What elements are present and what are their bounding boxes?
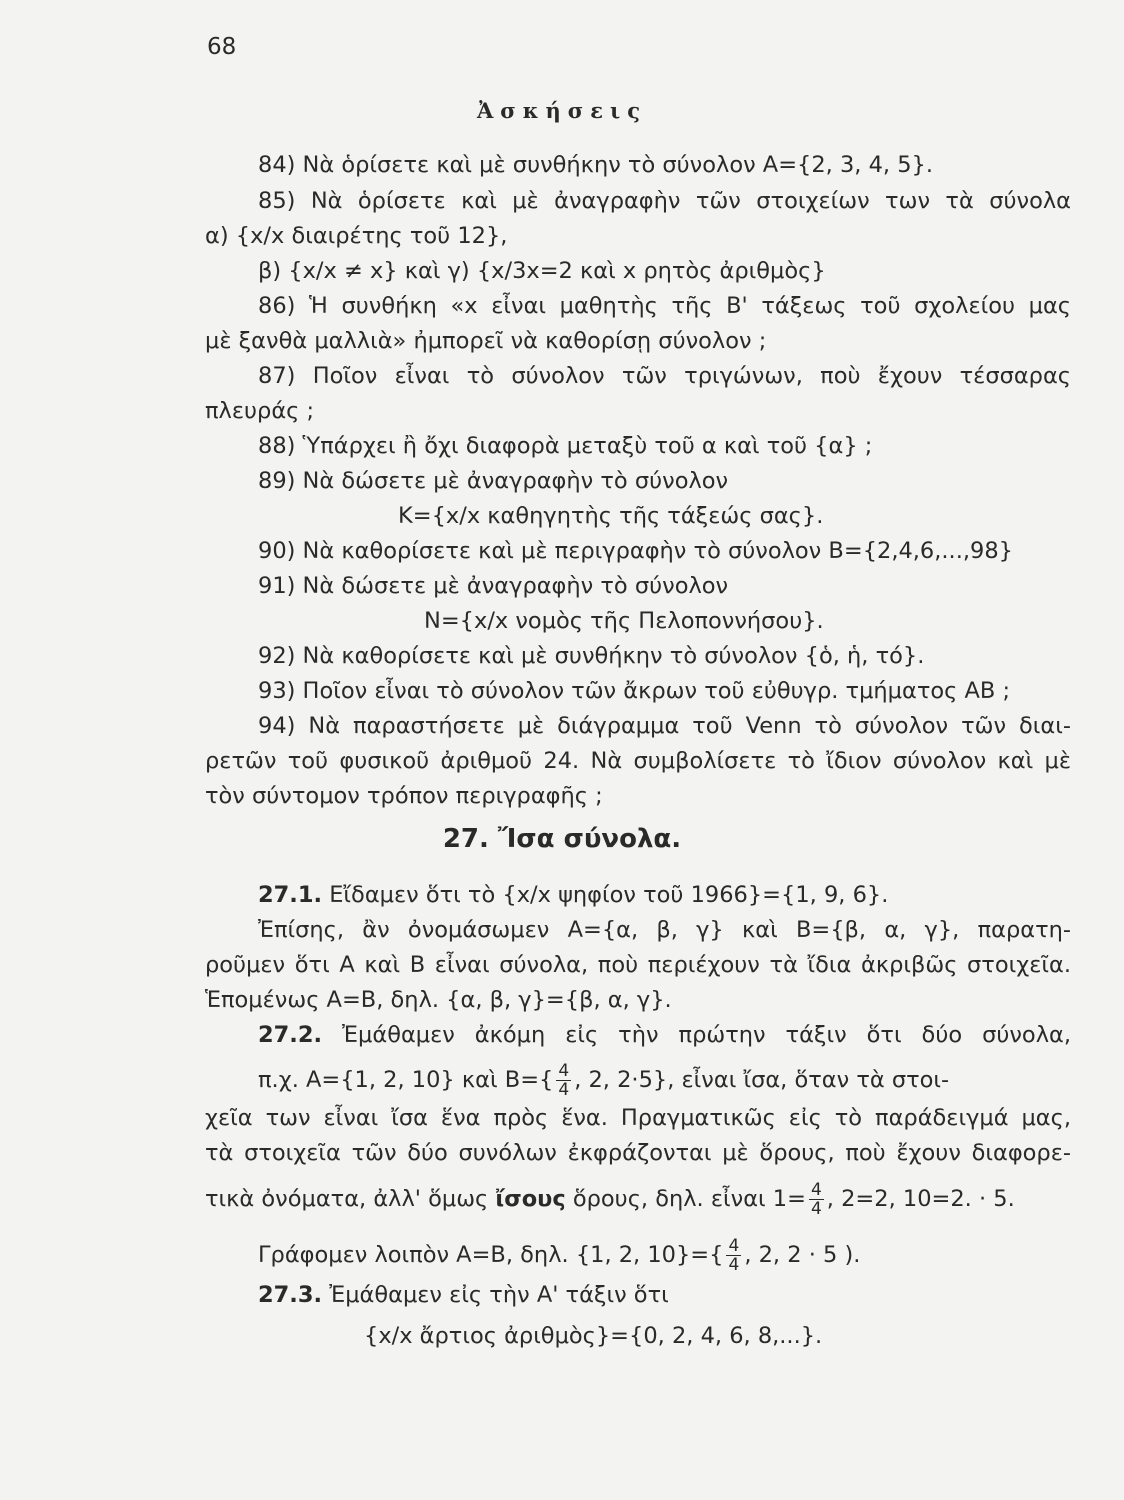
fraction-denominator: 4 (558, 1080, 570, 1100)
paragraph-27-3 (258, 1280, 669, 1310)
exercise-90: 90) Νὰ καθορίσετε καὶ μὲ περιγραφὴν τὸ σύνολον Β={2,4,6,...,98} (258, 538, 1013, 564)
exercise-91-set: Ν={x/x νομὸς τῆς Πελοποννήσου}. (424, 608, 824, 634)
exercise-86-cont: μὲ ξανθὰ μαλλιὰ» ἠμπορεῖ νὰ καθορίσῃ σύνολον ; (205, 328, 767, 354)
exercise-86: 86) Ἡ συνθήκη «x εἶναι μαθητὴς τῆς Β' τάξεως τοῦ σχολείου μας (258, 293, 1071, 319)
paragraph-27-2 (258, 1020, 1071, 1050)
paragraph-27-2-line3: χεῖα των εἶναι ἴσα ἕνα πρὸς ἕνα. Πραγματικῶς εἰς τὸ παράδειγμά μας, (205, 1105, 1071, 1131)
paragraph-27-2-line2 (258, 1062, 949, 1099)
text: τικὰ ὀνόματα, ἀλλ' ὅμως (205, 1186, 489, 1212)
fraction-numerator: 4 (558, 1061, 570, 1081)
paragraph-text: Ἐμάθαμεν εἰς τὴν Α' τάξιν ὅτι (329, 1282, 669, 1308)
exercise-85: 85) Νὰ ὁρίσετε καὶ μὲ ἀναγραφὴν τῶν στοιχείων των τὰ σύνολα (258, 188, 1071, 214)
exercise-89-set: Κ={x/x καθηγητὴς τῆς τάξεώς σας}. (398, 503, 824, 529)
paragraph-27-2-line5 (205, 1181, 1015, 1218)
fraction (556, 1062, 571, 1099)
exercise-93: 93) Ποῖον εἶναι τὸ σύνολον τῶν ἄκρων τοῦ εὐθυγρ. τμήματος ΑΒ ; (258, 678, 1011, 704)
section-title: 27. Ἴσα σύνολα. (442, 824, 682, 854)
paragraph-27-2-line4: τὰ στοιχεῖα τῶν δύο συνόλων ἐκφράζονται μὲ ὅρους, ποὺ ἔχουν διαφορε- (205, 1140, 1071, 1166)
exercise-88: 88) Ὑπάρχει ἢ ὄχι διαφορὰ μεταξὺ τοῦ α καὶ τοῦ {α} ; (258, 433, 873, 459)
exercise-94-end: τὸν σύντομον τρόπον περιγραφῆς ; (205, 783, 603, 809)
exercise-94: 94) Νὰ παραστήσετε μὲ διάγραμμα τοῦ Venn τὸ σύνολον τῶν διαι- (258, 713, 1071, 739)
paragraph-label: 27.1. (258, 882, 323, 908)
exercise-92: 92) Νὰ καθορίσετε καὶ μὲ συνθήκην τὸ σύνολον {ὁ, ἡ, τό}. (258, 643, 925, 669)
paragraph-27-1-line4: Ἑπομένως Α=Β, δηλ. {α, β, γ}={β, α, γ}. (205, 987, 672, 1013)
exercise-84: 84) Νὰ ὁρίσετε καὶ μὲ συνθήκην τὸ σύνολον Α={2, 3, 4, 5}. (258, 152, 933, 178)
paragraph-text: Εἴδαμεν ὅτι τὸ {x/x ψηφίον τοῦ 1966}={1, 9, 6}. (329, 882, 889, 908)
fraction-denominator: 4 (810, 1199, 822, 1219)
text: π.χ. Α={1, 2, 10} καὶ Β={ (258, 1067, 554, 1093)
exercise-87-cont: πλευράς ; (205, 398, 315, 424)
paragraph-27-2-line6 (258, 1237, 860, 1274)
exercises-title: Ἀσκήσεις (477, 98, 647, 123)
fraction-numerator: 4 (728, 1236, 740, 1256)
exercise-94-cont: ρετῶν τοῦ φυσικοῦ ἀριθμοῦ 24. Νὰ συμβολίσετε τὸ ἴδιον σύνολον καὶ μὲ (205, 748, 1071, 774)
paragraph-label: 27.2. (258, 1022, 323, 1048)
page-number: 68 (207, 34, 237, 60)
exercise-91: 91) Νὰ δώσετε μὲ ἀναγραφὴν τὸ σύνολον (258, 573, 729, 599)
exercise-87: 87) Ποῖον εἶναι τὸ σύνολον τῶν τριγώνων, ποὺ ἔχουν τέσσαρας (258, 363, 1071, 389)
paragraph-27-3-set: {x/x ἄρτιος ἀριθμὸς}={0, 2, 4, 6, 8,...}. (364, 1323, 823, 1349)
text: , 2, 2 · 5 ). (744, 1242, 861, 1268)
fraction (809, 1181, 824, 1218)
fraction-denominator: 4 (728, 1255, 740, 1275)
text: ὅρους, δηλ. εἶναι 1= (572, 1186, 806, 1212)
exercise-89: 89) Νὰ δώσετε μὲ ἀναγραφὴν τὸ σύνολον (258, 468, 729, 494)
text: , 2, 2·5}, εἶναι ἴσα, ὅταν τὰ στοι- (574, 1067, 950, 1093)
paragraph-27-1 (258, 880, 888, 910)
bold-term: ἴσους (495, 1186, 566, 1212)
fraction-numerator: 4 (810, 1180, 822, 1200)
exercise-85-b: β) {x/x ≠ x} καὶ γ) {x/3x=2 καὶ x ρητὸς ἀριθμὸς} (258, 258, 826, 284)
fraction (726, 1237, 741, 1274)
paragraph-27-1-line2: Ἐπίσης, ἂν ὀνομάσωμεν Α={α, β, γ} καὶ Β={β, α, γ}, παρατη- (258, 917, 1071, 943)
paragraph-27-1-line3: ροῦμεν ὅτι Α καὶ Β εἶναι σύνολα, ποὺ περιέχουν τὰ ἴδια ἀκριβῶς στοιχεῖα. (205, 952, 1071, 978)
text: Γράφομεν λοιπὸν Α=Β, δηλ. {1, 2, 10}={ (258, 1242, 724, 1268)
paragraph-label: 27.3. (258, 1282, 323, 1308)
paragraph-text: Ἐμάθαμεν ἀκόμη εἰς τὴν πρώτην τάξιν ὅτι δύο σύνολα, (342, 1022, 1071, 1048)
exercise-85-a: α) {x/x διαιρέτης τοῦ 12}, (205, 223, 508, 249)
text: , 2=2, 10=2. · 5. (826, 1186, 1015, 1212)
